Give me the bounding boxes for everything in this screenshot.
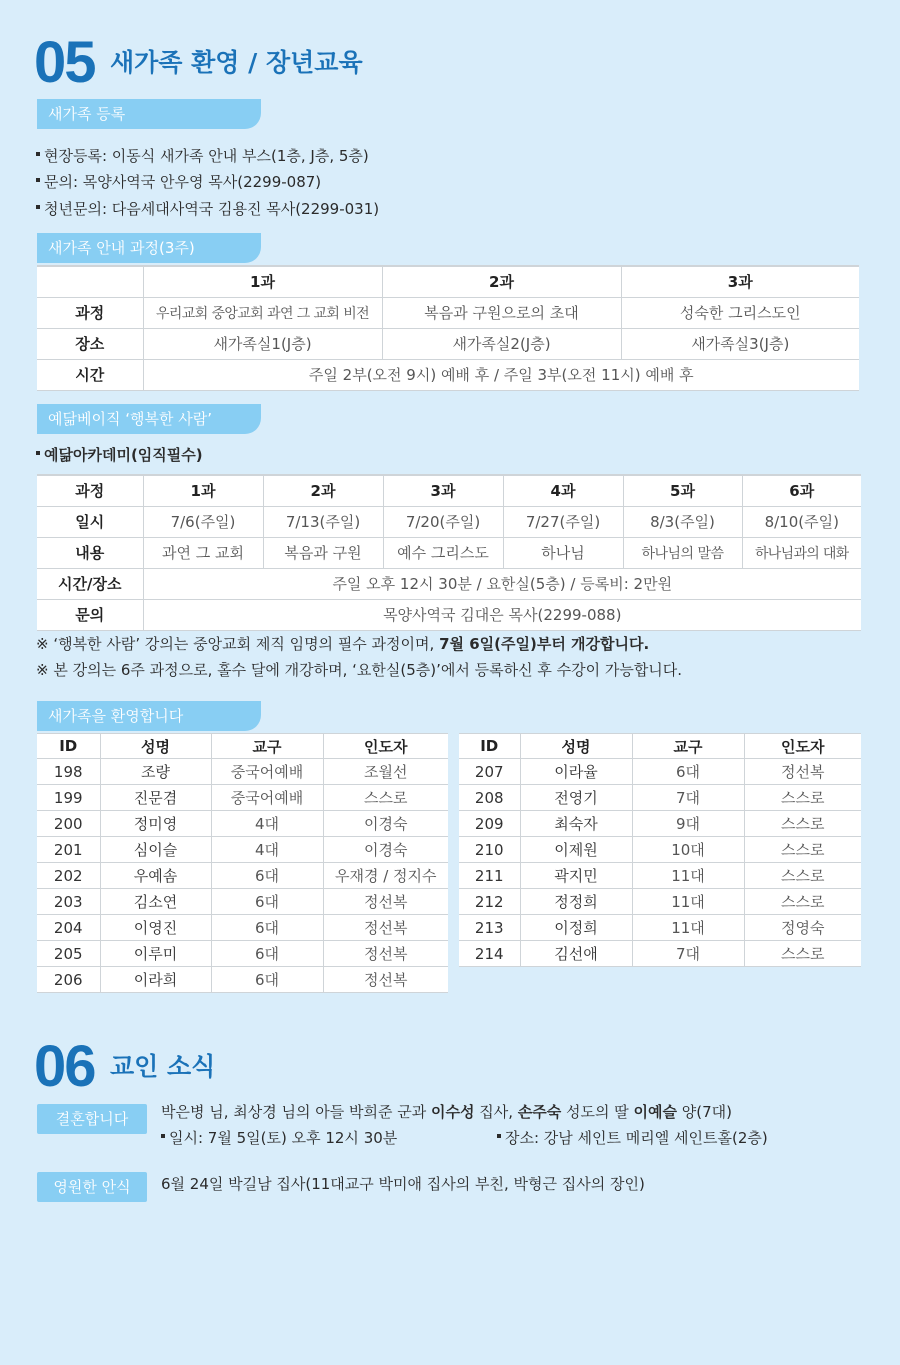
name-cell: 이영진: [100, 915, 211, 941]
section-number: 06: [34, 1034, 95, 1099]
table-row: [37, 837, 448, 863]
table-row: [37, 915, 448, 941]
district-cell: 11대: [632, 889, 744, 915]
id-cell: 205: [37, 941, 100, 967]
bullet-icon: [36, 205, 40, 209]
basic-table: [37, 474, 861, 631]
row-label: 시간/장소: [37, 568, 143, 599]
district-cell: 중국어예배: [211, 759, 323, 785]
id-cell: 211: [459, 863, 520, 889]
table-row: [459, 889, 861, 915]
district-cell: 9대: [632, 811, 744, 837]
table-cell: 새가족실1(J층): [143, 328, 382, 359]
guide-cell: 이경숙: [323, 837, 448, 863]
guide-cell: 스스로: [744, 785, 861, 811]
id-cell: 212: [459, 889, 520, 915]
name-cell: 심이슬: [100, 837, 211, 863]
wedding-label: 결혼합니다: [37, 1104, 147, 1134]
table-cell: 하나님: [503, 537, 623, 568]
id-cell: 201: [37, 837, 100, 863]
guide-cell: 스스로: [744, 889, 861, 915]
table-cell: 하나님의 말씀: [623, 537, 742, 568]
guide-cell: 정선복: [744, 759, 861, 785]
basic-label: 예닮베이직 ‘행복한 사람’: [37, 404, 261, 434]
passing-text: 6월 24일 박길남 집사(11대교구 박미애 집사의 부친, 박형근 집사의 장인): [161, 1175, 645, 1193]
table-row: [37, 785, 448, 811]
table-cell: 새가족실2(J층): [382, 328, 621, 359]
table-header: 3과: [383, 475, 503, 506]
table-header: ID: [37, 734, 100, 759]
id-cell: 203: [37, 889, 100, 915]
id-cell: 198: [37, 759, 100, 785]
table-cell: 우리교회 중앙교회 과연 그 교회 비전: [143, 297, 382, 328]
district-cell: 6대: [211, 863, 323, 889]
table-cell: 새가족실3(J층): [621, 328, 859, 359]
welcome-table-right: [459, 733, 861, 967]
table-row: [37, 941, 448, 967]
bullet-icon: [36, 451, 40, 455]
district-cell: 7대: [632, 941, 744, 967]
table-row: [459, 785, 861, 811]
table-cell: 8/10(주일): [742, 506, 861, 537]
table-header: 성명: [520, 734, 632, 759]
guide-cell: 정선복: [323, 941, 448, 967]
id-cell: 207: [459, 759, 520, 785]
district-cell: 10대: [632, 837, 744, 863]
table-row: [459, 863, 861, 889]
section-number: 05: [34, 30, 95, 95]
row-label: 과정: [37, 297, 143, 328]
registration-item: 현장등록: 이동식 새가족 안내 부스(1층, J층, 5층): [36, 146, 369, 166]
id-cell: 202: [37, 863, 100, 889]
name-cell: 진문겸: [100, 785, 211, 811]
name-cell: 이라율: [520, 759, 632, 785]
passing-label: 영원한 안식: [37, 1172, 147, 1202]
guide-table: [37, 265, 859, 391]
bullet-icon: [161, 1134, 165, 1138]
id-cell: 208: [459, 785, 520, 811]
guide-label: 새가족 안내 과정(3주): [37, 233, 261, 263]
registration-label: 새가족 등록: [37, 99, 261, 129]
table-header: 인도자: [323, 734, 448, 759]
id-cell: 209: [459, 811, 520, 837]
table-row: [459, 915, 861, 941]
table-header: 1과: [143, 475, 263, 506]
name-cell: 이정희: [520, 915, 632, 941]
table-header: ID: [459, 734, 520, 759]
table-row: [459, 837, 861, 863]
table-header: 4과: [503, 475, 623, 506]
id-cell: 214: [459, 941, 520, 967]
table-header: 과정: [37, 475, 143, 506]
guide-cell: 이경숙: [323, 811, 448, 837]
name-cell: 김선애: [520, 941, 632, 967]
table-cell: 7/27(주일): [503, 506, 623, 537]
bullet-icon: [36, 178, 40, 182]
district-cell: 4대: [211, 811, 323, 837]
name-cell: 김소연: [100, 889, 211, 915]
table-row: [37, 967, 448, 993]
row-label: 문의: [37, 599, 143, 630]
name-cell: 전영기: [520, 785, 632, 811]
section-title: 교인 소식: [110, 1052, 216, 1081]
name-cell: 조량: [100, 759, 211, 785]
wedding-text: 박은병 님, 최상경 님의 아들 박희준 군과 이수성 집사, 손주숙 성도의 딸 이예슬 양(7대): [161, 1103, 733, 1121]
district-cell: 4대: [211, 837, 323, 863]
table-row: [459, 941, 861, 967]
welcome-table-left: [37, 733, 448, 993]
name-cell: 이루미: [100, 941, 211, 967]
table-row: [37, 811, 448, 837]
id-cell: 204: [37, 915, 100, 941]
welcome-label: 새가족을 환영합니다: [37, 701, 261, 731]
guide-cell: 우재경 / 정지수: [323, 863, 448, 889]
table-header: [37, 266, 143, 297]
table-header: 6과: [742, 475, 861, 506]
name-cell: 이라희: [100, 967, 211, 993]
table-header: 5과: [623, 475, 742, 506]
table-header: 교구: [211, 734, 323, 759]
bullet-icon: [497, 1134, 501, 1138]
table-cell: 복음과 구원으로의 초대: [382, 297, 621, 328]
district-cell: 중국어예배: [211, 785, 323, 811]
table-cell: 주일 2부(오전 9시) 예배 후 / 주일 3부(오전 11시) 예배 후: [143, 359, 859, 390]
table-row: [459, 759, 861, 785]
guide-cell: 스스로: [744, 941, 861, 967]
district-cell: 6대: [211, 967, 323, 993]
id-cell: 200: [37, 811, 100, 837]
guide-cell: 조월선: [323, 759, 448, 785]
table-header: 성명: [100, 734, 211, 759]
wedding-place: 장소: 강남 세인트 메리엘 세인트홀(2층): [497, 1127, 768, 1149]
table-header: 2과: [382, 266, 621, 297]
table-row: [37, 759, 448, 785]
table-cell: 7/20(주일): [383, 506, 503, 537]
row-label: 시간: [37, 359, 143, 390]
table-cell: 과연 그 교회: [143, 537, 263, 568]
table-cell: 8/3(주일): [623, 506, 742, 537]
district-cell: 11대: [632, 915, 744, 941]
table-cell: 예수 그리스도: [383, 537, 503, 568]
table-row: [459, 811, 861, 837]
table-cell: 7/6(주일): [143, 506, 263, 537]
table-header: 2과: [263, 475, 383, 506]
wedding-date: 일시: 7월 5일(토) 오후 12시 30분: [161, 1127, 397, 1149]
id-cell: 199: [37, 785, 100, 811]
name-cell: 최숙자: [520, 811, 632, 837]
table-header: 교구: [632, 734, 744, 759]
name-cell: 곽지민: [520, 863, 632, 889]
district-cell: 6대: [211, 915, 323, 941]
table-cell: 주일 오후 12시 30분 / 요한실(5층) / 등록비: 2만원: [143, 568, 861, 599]
table-row: [37, 863, 448, 889]
table-header: 인도자: [744, 734, 861, 759]
district-cell: 7대: [632, 785, 744, 811]
district-cell: 6대: [211, 941, 323, 967]
district-cell: 11대: [632, 863, 744, 889]
row-label: 일시: [37, 506, 143, 537]
row-label: 내용: [37, 537, 143, 568]
basic-note-1: ※ ‘행복한 사람’ 강의는 중앙교회 제직 임명의 필수 과정이며, 7월 6일(주일)부터 개강합니다.: [36, 635, 650, 653]
table-cell: 복음과 구원: [263, 537, 383, 568]
table-row: [37, 889, 448, 915]
table-cell: 성숙한 그리스도인: [621, 297, 859, 328]
table-cell: 하나님과의 대화: [742, 537, 861, 568]
guide-cell: 정선복: [323, 915, 448, 941]
guide-cell: 스스로: [744, 811, 861, 837]
name-cell: 정정희: [520, 889, 632, 915]
table-cell: 7/13(주일): [263, 506, 383, 537]
guide-cell: 스스로: [744, 837, 861, 863]
row-label: 장소: [37, 328, 143, 359]
table-header: 3과: [621, 266, 859, 297]
name-cell: 이제원: [520, 837, 632, 863]
guide-cell: 정선복: [323, 889, 448, 915]
guide-cell: 정영숙: [744, 915, 861, 941]
basic-subtitle: 예닮아카데미(임직필수): [36, 445, 203, 465]
table-cell: 목양사역국 김대은 목사(2299-088): [143, 599, 861, 630]
id-cell: 206: [37, 967, 100, 993]
district-cell: 6대: [632, 759, 744, 785]
id-cell: 213: [459, 915, 520, 941]
bullet-icon: [36, 152, 40, 156]
guide-cell: 정선복: [323, 967, 448, 993]
section-title: 새가족 환영 / 장년교육: [110, 48, 363, 77]
registration-item: 문의: 목양사역국 안우영 목사(2299-087): [36, 172, 321, 192]
district-cell: 6대: [211, 889, 323, 915]
id-cell: 210: [459, 837, 520, 863]
basic-note-2: ※ 본 강의는 6주 과정으로, 홀수 달에 개강하며, ‘요한실(5층)’에서 등록하신 후 수강이 가능합니다.: [36, 661, 683, 679]
name-cell: 우예솜: [100, 863, 211, 889]
guide-cell: 스스로: [323, 785, 448, 811]
guide-cell: 스스로: [744, 863, 861, 889]
name-cell: 정미영: [100, 811, 211, 837]
table-header: 1과: [143, 266, 382, 297]
registration-item: 청년문의: 다음세대사역국 김용진 목사(2299-031): [36, 199, 379, 219]
